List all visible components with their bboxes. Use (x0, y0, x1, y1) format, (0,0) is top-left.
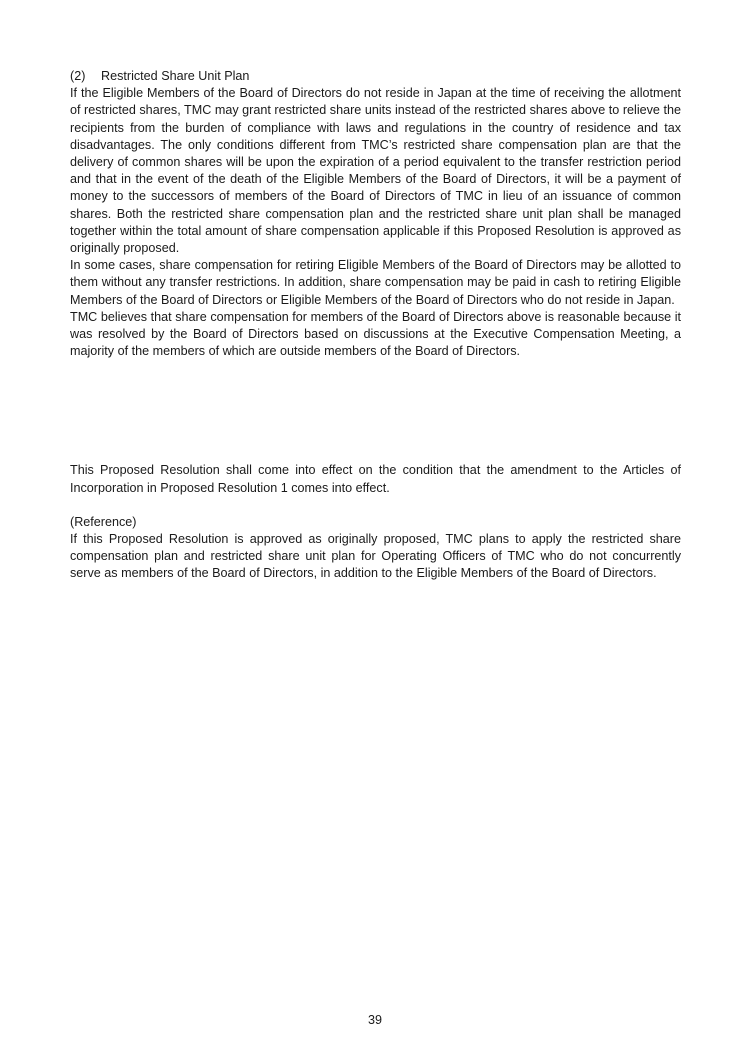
document-page (70, 68, 681, 583)
condition-paragraph: This Proposed Resolution shall come into effect on the condition that the amendment to the Articles of Incorporation in Proposed Resolution 1 comes into effect. (70, 463, 681, 495)
section-title: Restricted Share Unit Plan (101, 69, 250, 83)
section-paragraph: If the Eligible Members of the Board of Directors do not reside in Japan at the time of receiving the allotment of restricted shares, TMC may grant restricted share units instead of the restricted shares above to relieve the recipients from the burden of compliance with laws and regulations in the country of residence and tax disadvantages. The only conditions different from TMC’s restricted share compensation plan are that the delivery of common shares will be upon the expiration of a period equivalent to the transfer restriction period and that in the event of the death of the Eligible Members of the Board of Directors, it will be a payment of money to the successors of members of the Board of Directors of TMC in lieu of an issuance of common shares. Both the restricted share compensation plan and the restricted share unit plan shall be managed together within the total amount of share compensation applicable if this Proposed Resolution is approved as originally proposed. (70, 86, 681, 256)
spacer (70, 497, 681, 514)
section-paragraph: In some cases, share compensation for retiring Eligible Members of the Board of Directors may be allotted to them without any transfer restrictions. In addition, share compensation may be paid in cash to retiring Eligible Members of the Board of Directors or Eligible Members of the Board of Directors who do not reside in Japan. (70, 258, 681, 307)
reference-paragraph: If this Proposed Resolution is approved as originally proposed, TMC plans to apply the restricted share compensation plan and restricted share unit plan for Operating Officers of TMC who do not concurrently serve as members of the Board of Directors, in addition to the Eligible Members of the Board of Directors. (70, 532, 681, 581)
reference-label: (Reference) (70, 514, 137, 529)
section-paragraph: TMC believes that share compensation for members of the Board of Directors above is reasonable because it was resolved by the Board of Directors based on discussions at the Executive Compensation Meeting, a majority of the members of which are outside members of the Board of Directors. (70, 309, 681, 359)
spacer (70, 360, 681, 462)
section-heading (70, 68, 681, 85)
section-number: (2) (70, 69, 86, 83)
page-number: 39 (367, 1013, 382, 1027)
